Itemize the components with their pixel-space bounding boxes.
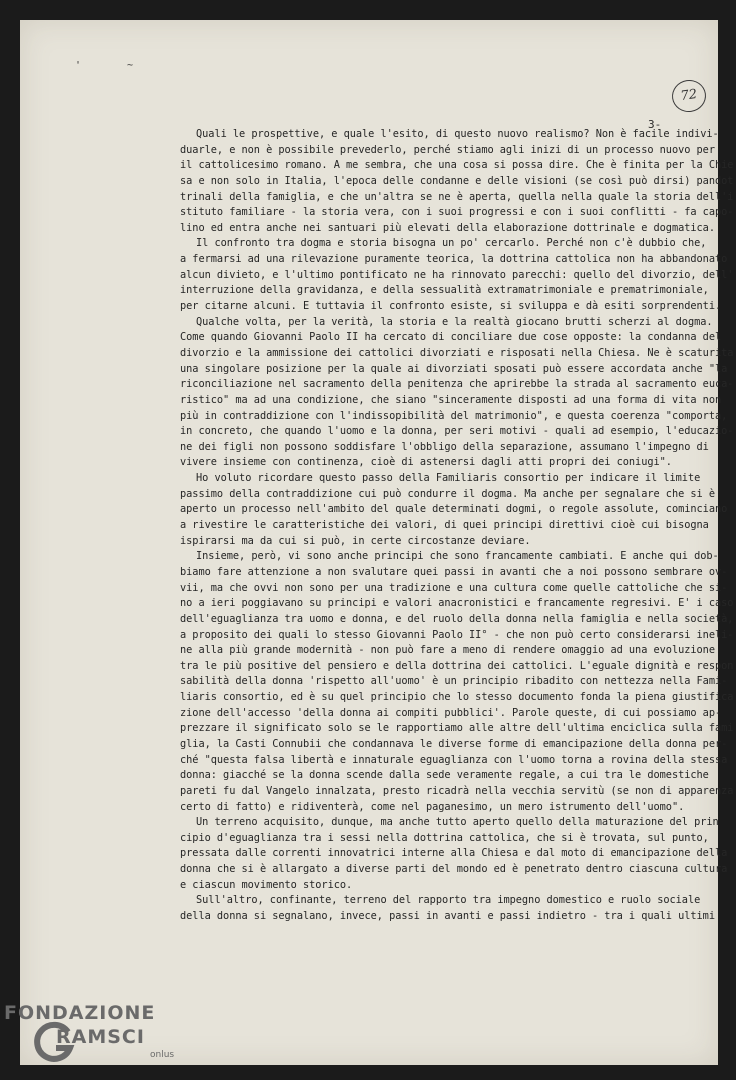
text-line: Il confronto tra dogma e storia bisogna un po' cercarlo. Perché non c'è dubbio che, [196, 237, 707, 250]
archive-stamp: 72 [670, 78, 708, 114]
text-line: duarle, e non è possibile prevederlo, perché stiamo agli inizi di un processo nuovo per [180, 143, 715, 156]
text-line: donna che si è allargato a diverse parti del mondo ed è penetrato dentro ciascuna cultura [180, 863, 728, 876]
watermark-suffix: onlus [150, 1050, 175, 1060]
text-line: sabilità della donna 'rispetto all'uomo' è un principio ribadito con nettezza nella Fami- [180, 675, 728, 688]
text-line: divorzio e la ammissione dei cattolici divorziati e risposati nella Chiesa. Ne è scaturita [180, 346, 734, 359]
text-line: Qualche volta, per la verità, la storia e la realtà giocano brutti scherzi al dogma. [196, 315, 713, 328]
text-line: ne alla più grande modernità - non può fare a meno di rendere omaggio ad una evoluzione [180, 644, 715, 657]
text-line: tra le più positive del pensiero e della dottrina dei cattolici. L'eguale dignità e respon [180, 659, 734, 672]
margin-marks: ' ~ [75, 60, 154, 71]
text-line: lino ed entra anche nei santuari più elevati della elaborazione dottrinale e dogmatica. [180, 221, 715, 234]
watermark-line1: FONDAZIONE [4, 1002, 156, 1024]
text-line: interruzione della gravidanza, e della sessualità extramatrimoniale e prematrimoniale, [180, 284, 709, 297]
text-line: glia, la Casti Connubii che condannava le diverse forme di emancipazione della donna per- [180, 737, 728, 750]
text-line: stituto familiare - la storia vera, con i suoi progressi e con i suoi conflitti - fa capo- [180, 206, 734, 219]
text-line: sa e non solo in Italia, l'epoca delle condanne e delle visioni (se così può dirsi) pandot [180, 174, 734, 187]
text-line: a fermarsi ad una rilevazione puramente teorica, la dottrina cattolica non ha abbandonato [180, 253, 728, 266]
document-page [20, 20, 734, 1065]
text-line: dell'eguaglianza tra uomo e donna, e del ruolo della donna nella famiglia e nella società, [180, 612, 734, 625]
text-line: cipio d'eguaglianza tra i sessi nella dottrina cattolica, che si è trovata, sul punto, [180, 831, 709, 844]
text-line: Ho voluto ricordare questo passo della Familiaris consortio per indicare il limite [196, 472, 701, 485]
text-line: Quali le prospettive, e quale l'esito, di questo nuovo realismo? Non è facile indivi- [196, 128, 719, 140]
text-line: ristico" ma ad una condizione, che siano "sinceramente disposti ad una forma di vita non [180, 393, 722, 406]
text-line: riconciliazione nel sacramento della penitenza che aprirebbe la strada al sacramento euca- [180, 378, 734, 391]
text-line: vivere insieme con continenza, cioè di astenersi dagli atti propri dei coniugi". [180, 456, 672, 469]
page-number: 3- [648, 118, 662, 131]
text-line: della donna si segnalano, invece, passi in avanti e passi indietro - tra i quali ultimi [180, 910, 715, 923]
text-line: passimo della contraddizione cui può condurre il dogma. Ma anche per segnalare che si è [180, 487, 715, 500]
text-line: Un terreno acquisito, dunque, ma anche tutto aperto quello della maturazione del prin [196, 816, 719, 829]
text-line: a proposito dei quali lo stesso Giovanni Paolo II° - che non può certo considerarsi ineli- [180, 628, 734, 641]
text-line: certo di fatto) e ridiventerà, come nel paganesimo, un mero istrumento dell'uomo". [180, 800, 685, 813]
text-line: il cattolicesimo romano. A me sembra, che una cosa si possa dire. Che è finita per la Chie [180, 159, 734, 172]
text-line: e ciascun movimento storico. [180, 878, 353, 891]
text-line: ispirarsi ma da cui si può, in certe circostanze deviare. [180, 534, 531, 547]
text-line: alcun divieto, e l'ultimo pontificato ne ha rinnovato parecchi: quello del divorzio, dell' [180, 268, 734, 281]
text-line: per citarne alcuni. E tuttavia il confronto esiste, si sviluppa e dà esiti sorprendenti. [180, 300, 722, 313]
text-line: biamo fare attenzione a non svalutare quei passi in avanti che a noi possono sembrare ov- [180, 565, 728, 578]
watermark-line2: RAMSCI [56, 1026, 145, 1048]
text-line: a rivestire le caratteristiche dei valori, di quei principi direttivi cioè cui bisogna [180, 519, 709, 532]
text-line: in concreto, che quando l'uomo e la donna, per seri motivi - quali ad esempio, l'educazio- [180, 425, 734, 438]
text-line: no a ieri poggiavano su principi e valori anacronistici e francamente regresivi. E' i caso [180, 597, 734, 610]
text-line: Come quando Giovanni Paolo II ha cercato di conciliare due cose opposte: la condanna del [180, 331, 722, 344]
text-line: Insieme, però, vi sono anche principi che sono francamente cambiati. E anche qui dob- [196, 550, 719, 563]
text-line: aperto un processo nell'ambito del quale determinati dogmi, o regole assolute, cominciano [180, 503, 728, 516]
typed-text-body [180, 127, 734, 925]
text-line: vii, ma che ovvi non sono per una tradizione e una cultura come quelle cattoliche che si- [180, 581, 728, 594]
text-line: donna: giacché se la donna scende dalla sede veramente regale, a cui tra le domestiche [180, 769, 709, 782]
text-line: una singolare posizione per la quale ai divorziati sposati può essere accordata anche "la [180, 362, 728, 375]
text-line: pressata dalle correnti innovatrici interne alla Chiesa e dal moto di emancipazione della [180, 847, 728, 860]
text-line: pareti fu dal Vangelo innalzata, presto ricadrà nella vecchia servitù (se non di apparenza [180, 784, 734, 797]
text-line: liaris consortio, ed è su quel principio che lo stesso documento fonda la piena giustifica [180, 691, 734, 704]
text-line: zione dell'accesso 'della donna ai compiti pubblici'. Parole queste, di cui possiamo ap- [180, 706, 722, 719]
text-line: ché "questa falsa libertà e innaturale eguaglianza con l'uomo torna a rovina della stessa [180, 753, 728, 766]
watermark-logo [4, 998, 204, 1078]
text-line: Sull'altro, confinante, terreno del rapporto tra impegno domestico e ruolo sociale [196, 894, 701, 907]
text-line: più in contraddizione con l'indissopibilità del matrimonio", e questa coerenza "comporta, [180, 409, 728, 422]
text-line: prezzare il significato solo se le rapportiamo alle altre dell'ultima enciclica sulla fami [180, 722, 734, 735]
text-line: ne dei figli non possono soddisfare l'obbligo della separazione, assumano l'impegno di [180, 440, 709, 453]
text-line: trinali della famiglia, e che un'altra se ne è aperta, quella nella quale la storia dell'i [180, 190, 734, 203]
